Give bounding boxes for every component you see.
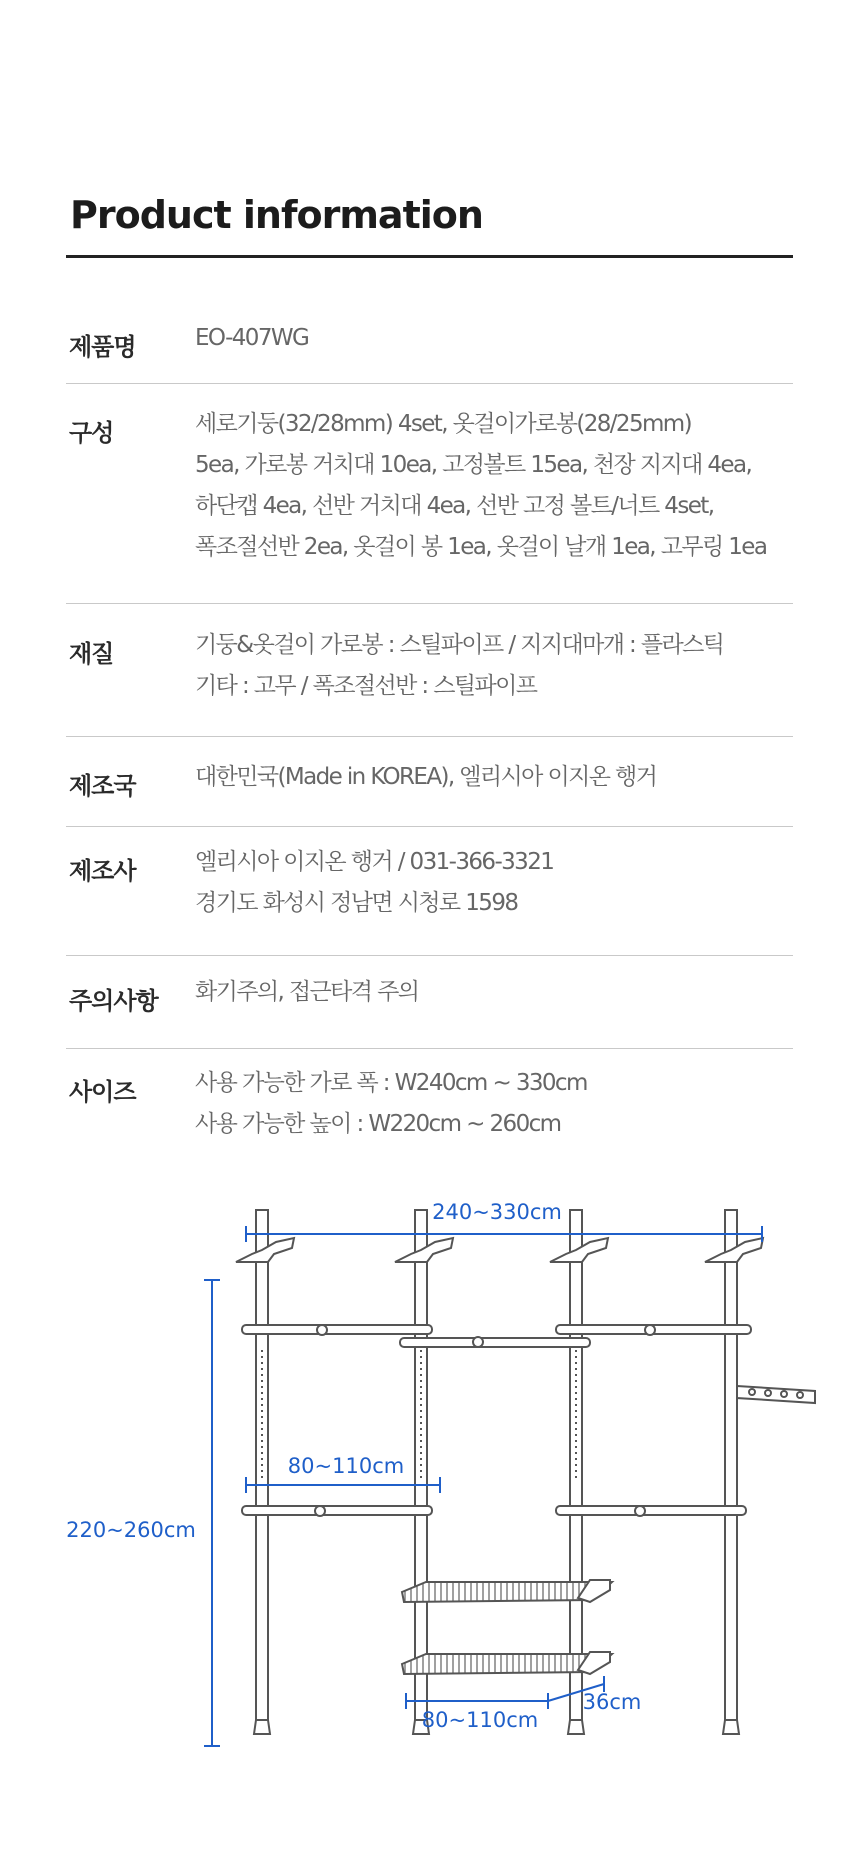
- info-value-line: EO-407WG: [195, 325, 309, 351]
- height-label: 220~260cm: [66, 1518, 196, 1542]
- info-value: [195, 842, 795, 924]
- shelf-width-label: 80~110cm: [421, 1708, 539, 1732]
- rod-upper-middle: [400, 1338, 590, 1347]
- info-value-line: 세로기둥(32/28mm) 4set, 옷걸이가로봉(28/25mm): [195, 411, 691, 437]
- title-divider: [66, 255, 793, 258]
- info-label: 사이즈: [69, 1078, 136, 1106]
- info-label: 주의사항: [69, 987, 158, 1015]
- info-label: 제품명: [69, 333, 136, 361]
- dimension-labels: [66, 1200, 641, 1732]
- info-label: 제조사: [69, 857, 136, 885]
- info-value-line: 대한민국(Made in KOREA), 엘리시아 이지온 행거: [195, 764, 657, 790]
- info-value-line: 엘리시아 이지온 행거 / 031-366-3321: [195, 849, 554, 875]
- rod-upper-left: [242, 1325, 432, 1334]
- info-value-line: 폭조절선반 2ea, 옷걸이 봉 1ea, 옷걸이 날개 1ea, 고무링 1ea: [195, 534, 767, 560]
- info-label: 구성: [69, 419, 114, 447]
- row-divider: [66, 826, 793, 827]
- info-label: 제조국: [69, 772, 136, 800]
- side-hook-bar: [737, 1386, 815, 1403]
- hanger-size-diagram: [0, 1150, 860, 1760]
- rod-lower-left: [242, 1506, 432, 1515]
- total-width-label: 240~330cm: [432, 1200, 562, 1224]
- info-value-line: 사용 가능한 가로 폭 : W240cm ~ 330cm: [195, 1070, 587, 1096]
- row-divider: [66, 955, 793, 956]
- pole-4: [725, 1210, 737, 1720]
- info-value: [195, 757, 795, 798]
- info-value-line: 기타 : 고무 / 폭조절선반 : 스틸파이프: [195, 673, 537, 699]
- info-value-line: 사용 가능한 높이 : W220cm ~ 260cm: [195, 1111, 561, 1137]
- rod-lower-right: [556, 1506, 746, 1515]
- row-divider: [66, 603, 793, 604]
- info-value: [195, 1063, 795, 1145]
- info-value: [195, 972, 795, 1013]
- ceiling-supports: [236, 1238, 763, 1262]
- info-value-line: 기둥&옷걸이 가로봉 : 스틸파이프 / 지지대마개 : 플라스틱: [195, 632, 724, 658]
- info-value: [195, 318, 795, 359]
- info-value-line: 5ea, 가로봉 거치대 10ea, 고정볼트 15ea, 천장 지지대 4ea,: [195, 452, 752, 478]
- info-value-line: 경기도 화성시 정남면 시청로 1598: [195, 890, 518, 916]
- shelf-depth-label: 36cm: [582, 1690, 642, 1714]
- bay-width-label: 80~110cm: [287, 1454, 405, 1478]
- row-divider: [66, 383, 793, 384]
- row-divider: [66, 1048, 793, 1049]
- info-value: [195, 404, 795, 568]
- info-value-line: 하단캡 4ea, 선반 거치대 4ea, 선반 고정 볼트/너트 4set,: [195, 493, 714, 519]
- info-label: 재질: [69, 640, 114, 668]
- info-value-line: 화기주의, 접근타격 주의: [195, 979, 419, 1005]
- section-title: Product information: [70, 193, 483, 237]
- info-value: [195, 625, 795, 707]
- row-divider: [66, 736, 793, 737]
- hanging-rods: [242, 1325, 751, 1516]
